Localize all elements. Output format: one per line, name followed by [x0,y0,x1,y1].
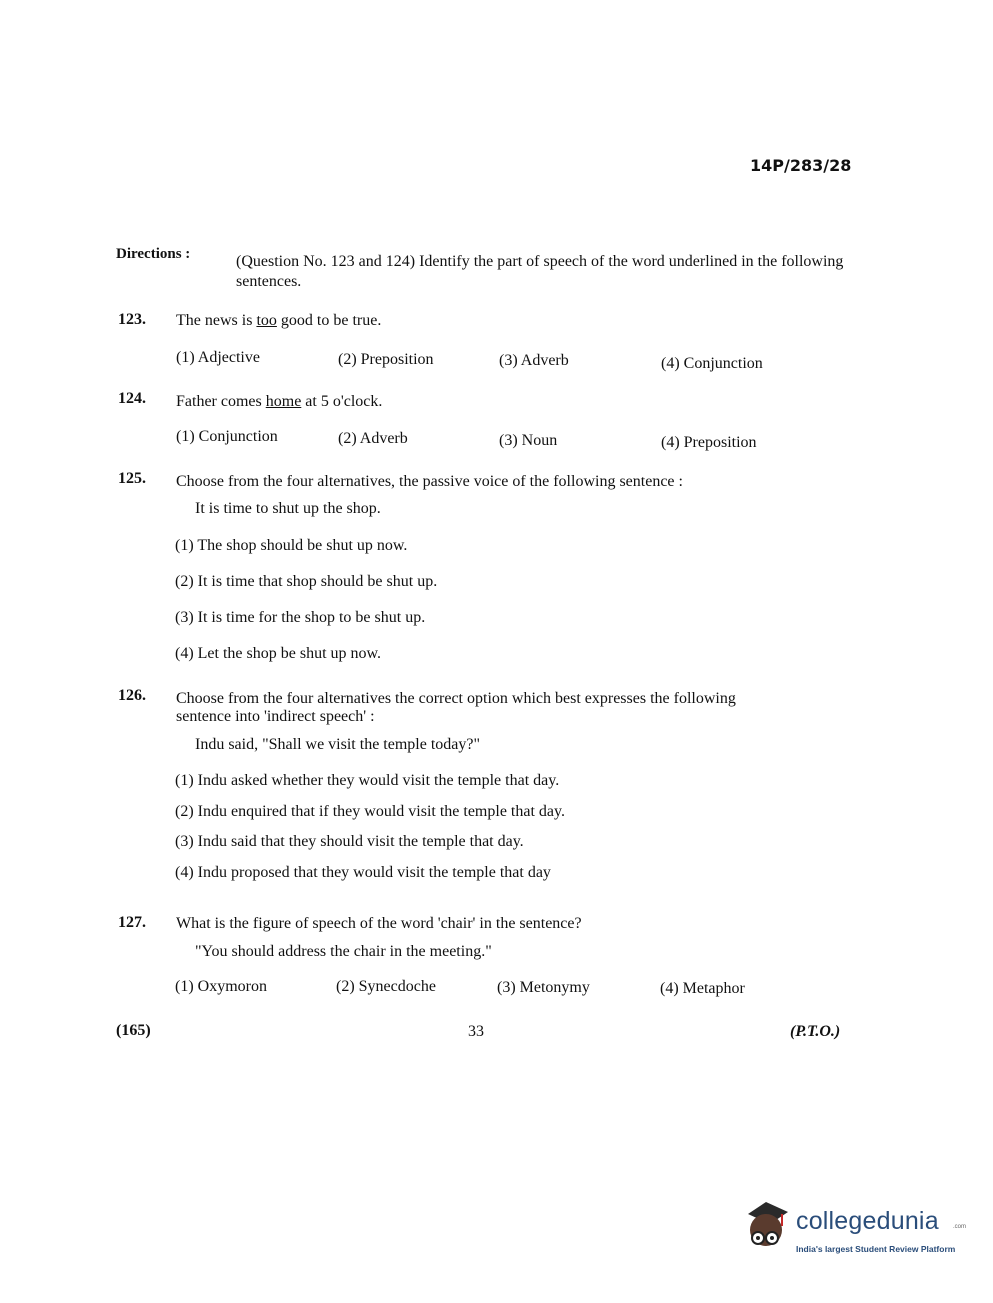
option-125-4[interactable]: (4) Let the shop be shut up now. [175,645,382,662]
footer-booklet-number: (165) [116,1022,151,1039]
directions-text: (Question No. 123 and 124) Identify the part of speech of the word underlined in the following sentences. [236,253,844,290]
option-126-2[interactable]: (2) Indu enquired that if they would visit the temple that day. [175,803,565,820]
pto-note: (P.T.O.) [790,1023,841,1040]
option-126-3[interactable]: (3) Indu said that they should visit the temple that day. [175,833,524,850]
question-number-126: 126. [118,687,146,704]
underlined-word: home [265,393,302,410]
question-text-126-line2: sentence into 'indirect speech' : [176,708,375,725]
underlined-word: too [256,312,277,329]
question-number-123: 123. [118,311,146,328]
option-127-4[interactable]: (4) Metaphor [660,980,745,997]
option-125-3[interactable]: (3) It is time for the shop to be shut up. [175,609,426,626]
option-124-3[interactable]: (3) Noun [499,432,558,449]
option-127-3[interactable]: (3) Metonymy [497,979,590,996]
mascot-icon [736,1196,796,1260]
logo-wordmark: collegedunia [796,1207,939,1235]
option-127-2[interactable]: (2) Synecdoche [336,978,436,995]
question-sentence-126: Indu said, "Shall we visit the temple today?" [195,736,481,753]
option-125-2[interactable]: (2) It is time that shop should be shut up. [175,573,438,590]
question-sentence-125: It is time to shut up the shop. [195,500,381,517]
option-123-2[interactable]: (2) Preposition [338,351,434,368]
option-123-4[interactable]: (4) Conjunction [661,355,763,372]
question-number-125: 125. [118,470,146,487]
question-text-125: Choose from the four alternatives, the passive voice of the following sentence : [176,473,683,490]
option-123-1[interactable]: (1) Adjective [176,349,260,366]
question-sentence-127: "You should address the chair in the meeting." [195,943,492,960]
directions-label: Directions : [116,246,191,262]
question-text-124: Father comes home at 5 o'clock. [176,393,383,410]
question-number-124: 124. [118,390,146,407]
option-126-1[interactable]: (1) Indu asked whether they would visit the temple that day. [175,772,560,789]
question-text-126-line1: Choose from the four alternatives the correct option which best expresses the following [176,690,736,707]
option-126-4[interactable]: (4) Indu proposed that they would visit the temple that day [175,864,551,881]
option-125-1[interactable]: (1) The shop should be shut up now. [175,537,408,554]
question-number-127: 127. [118,914,146,931]
option-124-2[interactable]: (2) Adverb [338,430,408,447]
question-text-127: What is the figure of speech of the word 'chair' in the sentence? [176,915,582,932]
logo-tagline: India's largest Student Review Platform [796,1244,956,1254]
option-127-1[interactable]: (1) Oxymoron [175,978,267,995]
paper-code: 14P/283/28 [750,156,852,175]
logo-com: .com [953,1224,967,1230]
question-text-123: The news is too good to be true. [176,312,382,329]
option-123-3[interactable]: (3) Adverb [499,352,569,369]
option-124-1[interactable]: (1) Conjunction [176,428,278,445]
option-124-4[interactable]: (4) Preposition [661,434,757,451]
page-number: 33 [468,1023,484,1040]
